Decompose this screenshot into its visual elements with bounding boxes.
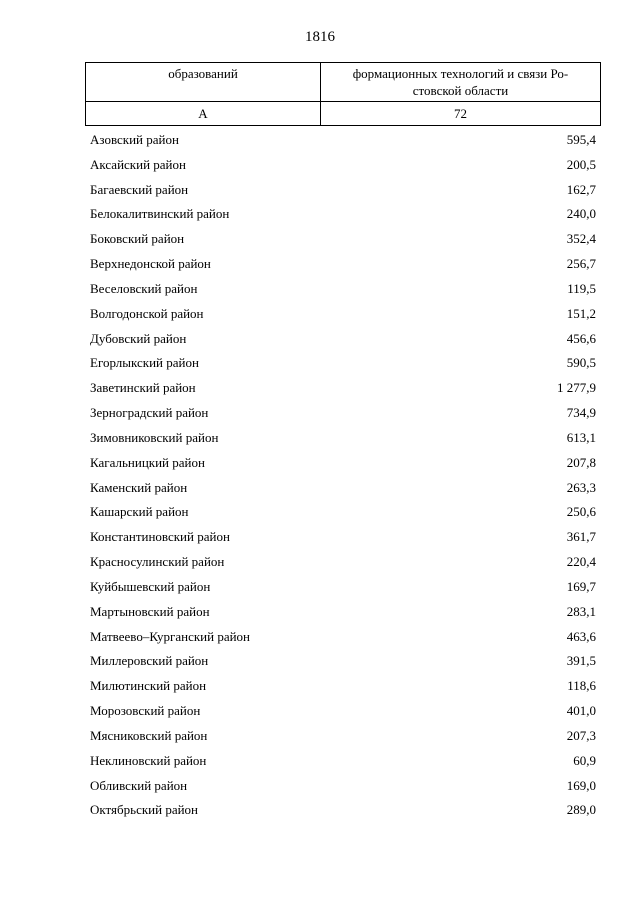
table-row xyxy=(90,602,596,627)
district-name: Кагальницкий район xyxy=(90,454,205,470)
table-body xyxy=(90,130,596,825)
table-row xyxy=(90,776,596,801)
table-row xyxy=(90,751,596,776)
header-col2-title-line2: стовской области xyxy=(412,83,509,98)
district-name: Морозовский район xyxy=(90,703,201,719)
district-value: 590,5 xyxy=(566,355,596,371)
table-row xyxy=(90,155,596,180)
table-row xyxy=(90,204,596,229)
table-row xyxy=(90,552,596,577)
district-name: Миллеровский район xyxy=(90,653,209,669)
district-name: Обливский район xyxy=(90,777,188,793)
district-value: 734,9 xyxy=(566,405,596,421)
district-value: 207,3 xyxy=(566,727,596,743)
table-row xyxy=(90,502,596,527)
header-col1-code: А xyxy=(86,102,321,126)
table-row xyxy=(90,254,596,279)
district-name: Мартыновский район xyxy=(90,603,210,619)
district-value: 456,6 xyxy=(566,330,596,346)
header-code-row xyxy=(86,102,601,126)
table-row xyxy=(90,130,596,155)
table-row xyxy=(90,577,596,602)
district-value: 401,0 xyxy=(566,703,596,719)
district-value: 169,0 xyxy=(566,777,596,793)
district-value: 283,1 xyxy=(566,603,596,619)
table-row xyxy=(90,651,596,676)
district-name: Октябрьский район xyxy=(90,802,198,818)
district-name: Зимовниковский район xyxy=(90,429,219,445)
district-value: 60,9 xyxy=(573,752,596,768)
table-row xyxy=(90,403,596,428)
district-name: Милютинский район xyxy=(90,678,207,694)
district-value: 169,7 xyxy=(566,578,596,594)
header-col2-code: 72 xyxy=(321,102,601,126)
table-row xyxy=(90,180,596,205)
district-name: Багаевский район xyxy=(90,181,189,197)
table-row xyxy=(90,304,596,329)
table-row xyxy=(90,453,596,478)
table-row xyxy=(90,627,596,652)
district-value: 263,3 xyxy=(566,479,596,495)
district-value: 1 277,9 xyxy=(557,380,596,396)
district-name: Боковский район xyxy=(90,231,185,247)
header-col2-title xyxy=(321,63,601,102)
table-row xyxy=(90,527,596,552)
district-value: 613,1 xyxy=(566,429,596,445)
district-name: Красносулинский район xyxy=(90,554,225,570)
table-row xyxy=(90,726,596,751)
table-row xyxy=(90,329,596,354)
district-name: Заветинский район xyxy=(90,380,196,396)
district-value: 256,7 xyxy=(566,256,596,272)
district-value: 391,5 xyxy=(566,653,596,669)
district-name: Константиновский район xyxy=(90,529,230,545)
table-row xyxy=(90,229,596,254)
district-name: Азовский район xyxy=(90,132,179,147)
table-header xyxy=(85,62,601,126)
table-row xyxy=(90,701,596,726)
table-row xyxy=(90,800,596,825)
district-value: 151,2 xyxy=(566,305,596,321)
table-row xyxy=(90,478,596,503)
district-name: Неклиновский район xyxy=(90,752,207,768)
district-name: Верхнедонской район xyxy=(90,256,211,272)
header-col1-title: образований xyxy=(86,63,321,102)
district-name: Белокалитвинский район xyxy=(90,206,230,222)
district-name: Волгодонской район xyxy=(90,305,204,321)
district-name: Аксайский район xyxy=(90,156,186,172)
district-name: Веселовский район xyxy=(90,280,198,296)
district-name: Матвеево–Курганский район xyxy=(90,628,251,644)
district-value: 162,7 xyxy=(566,181,596,197)
page-number: 1816 xyxy=(305,29,335,45)
district-value: 240,0 xyxy=(566,206,596,222)
district-name: Куйбышевский район xyxy=(90,578,211,594)
district-name: Мясниковский район xyxy=(90,727,208,743)
district-value: 220,4 xyxy=(566,554,596,570)
district-value: 119,5 xyxy=(567,280,596,296)
table-row xyxy=(90,279,596,304)
district-value: 250,6 xyxy=(566,504,596,520)
district-name: Каменский район xyxy=(90,479,188,495)
district-name: Кашарский район xyxy=(90,504,189,520)
district-value: 463,6 xyxy=(566,628,596,644)
district-value: 207,8 xyxy=(566,454,596,470)
district-name: Дубовский район xyxy=(90,330,187,346)
district-value: 200,5 xyxy=(566,156,596,172)
district-value: 289,0 xyxy=(566,802,596,818)
district-value: 361,7 xyxy=(566,529,596,545)
district-name: Егорлыкский район xyxy=(90,355,199,371)
table-row xyxy=(90,428,596,453)
table-row xyxy=(90,353,596,378)
district-value: 118,6 xyxy=(567,678,596,694)
district-value: 352,4 xyxy=(566,231,596,247)
district-name: Зерноградский район xyxy=(90,405,209,421)
table-row xyxy=(90,676,596,701)
table-row xyxy=(90,378,596,403)
header-title-row xyxy=(86,63,601,102)
district-value: 595,4 xyxy=(566,132,596,147)
header-col2-title-line1: формационных технологий и связи Ро- xyxy=(352,66,569,81)
